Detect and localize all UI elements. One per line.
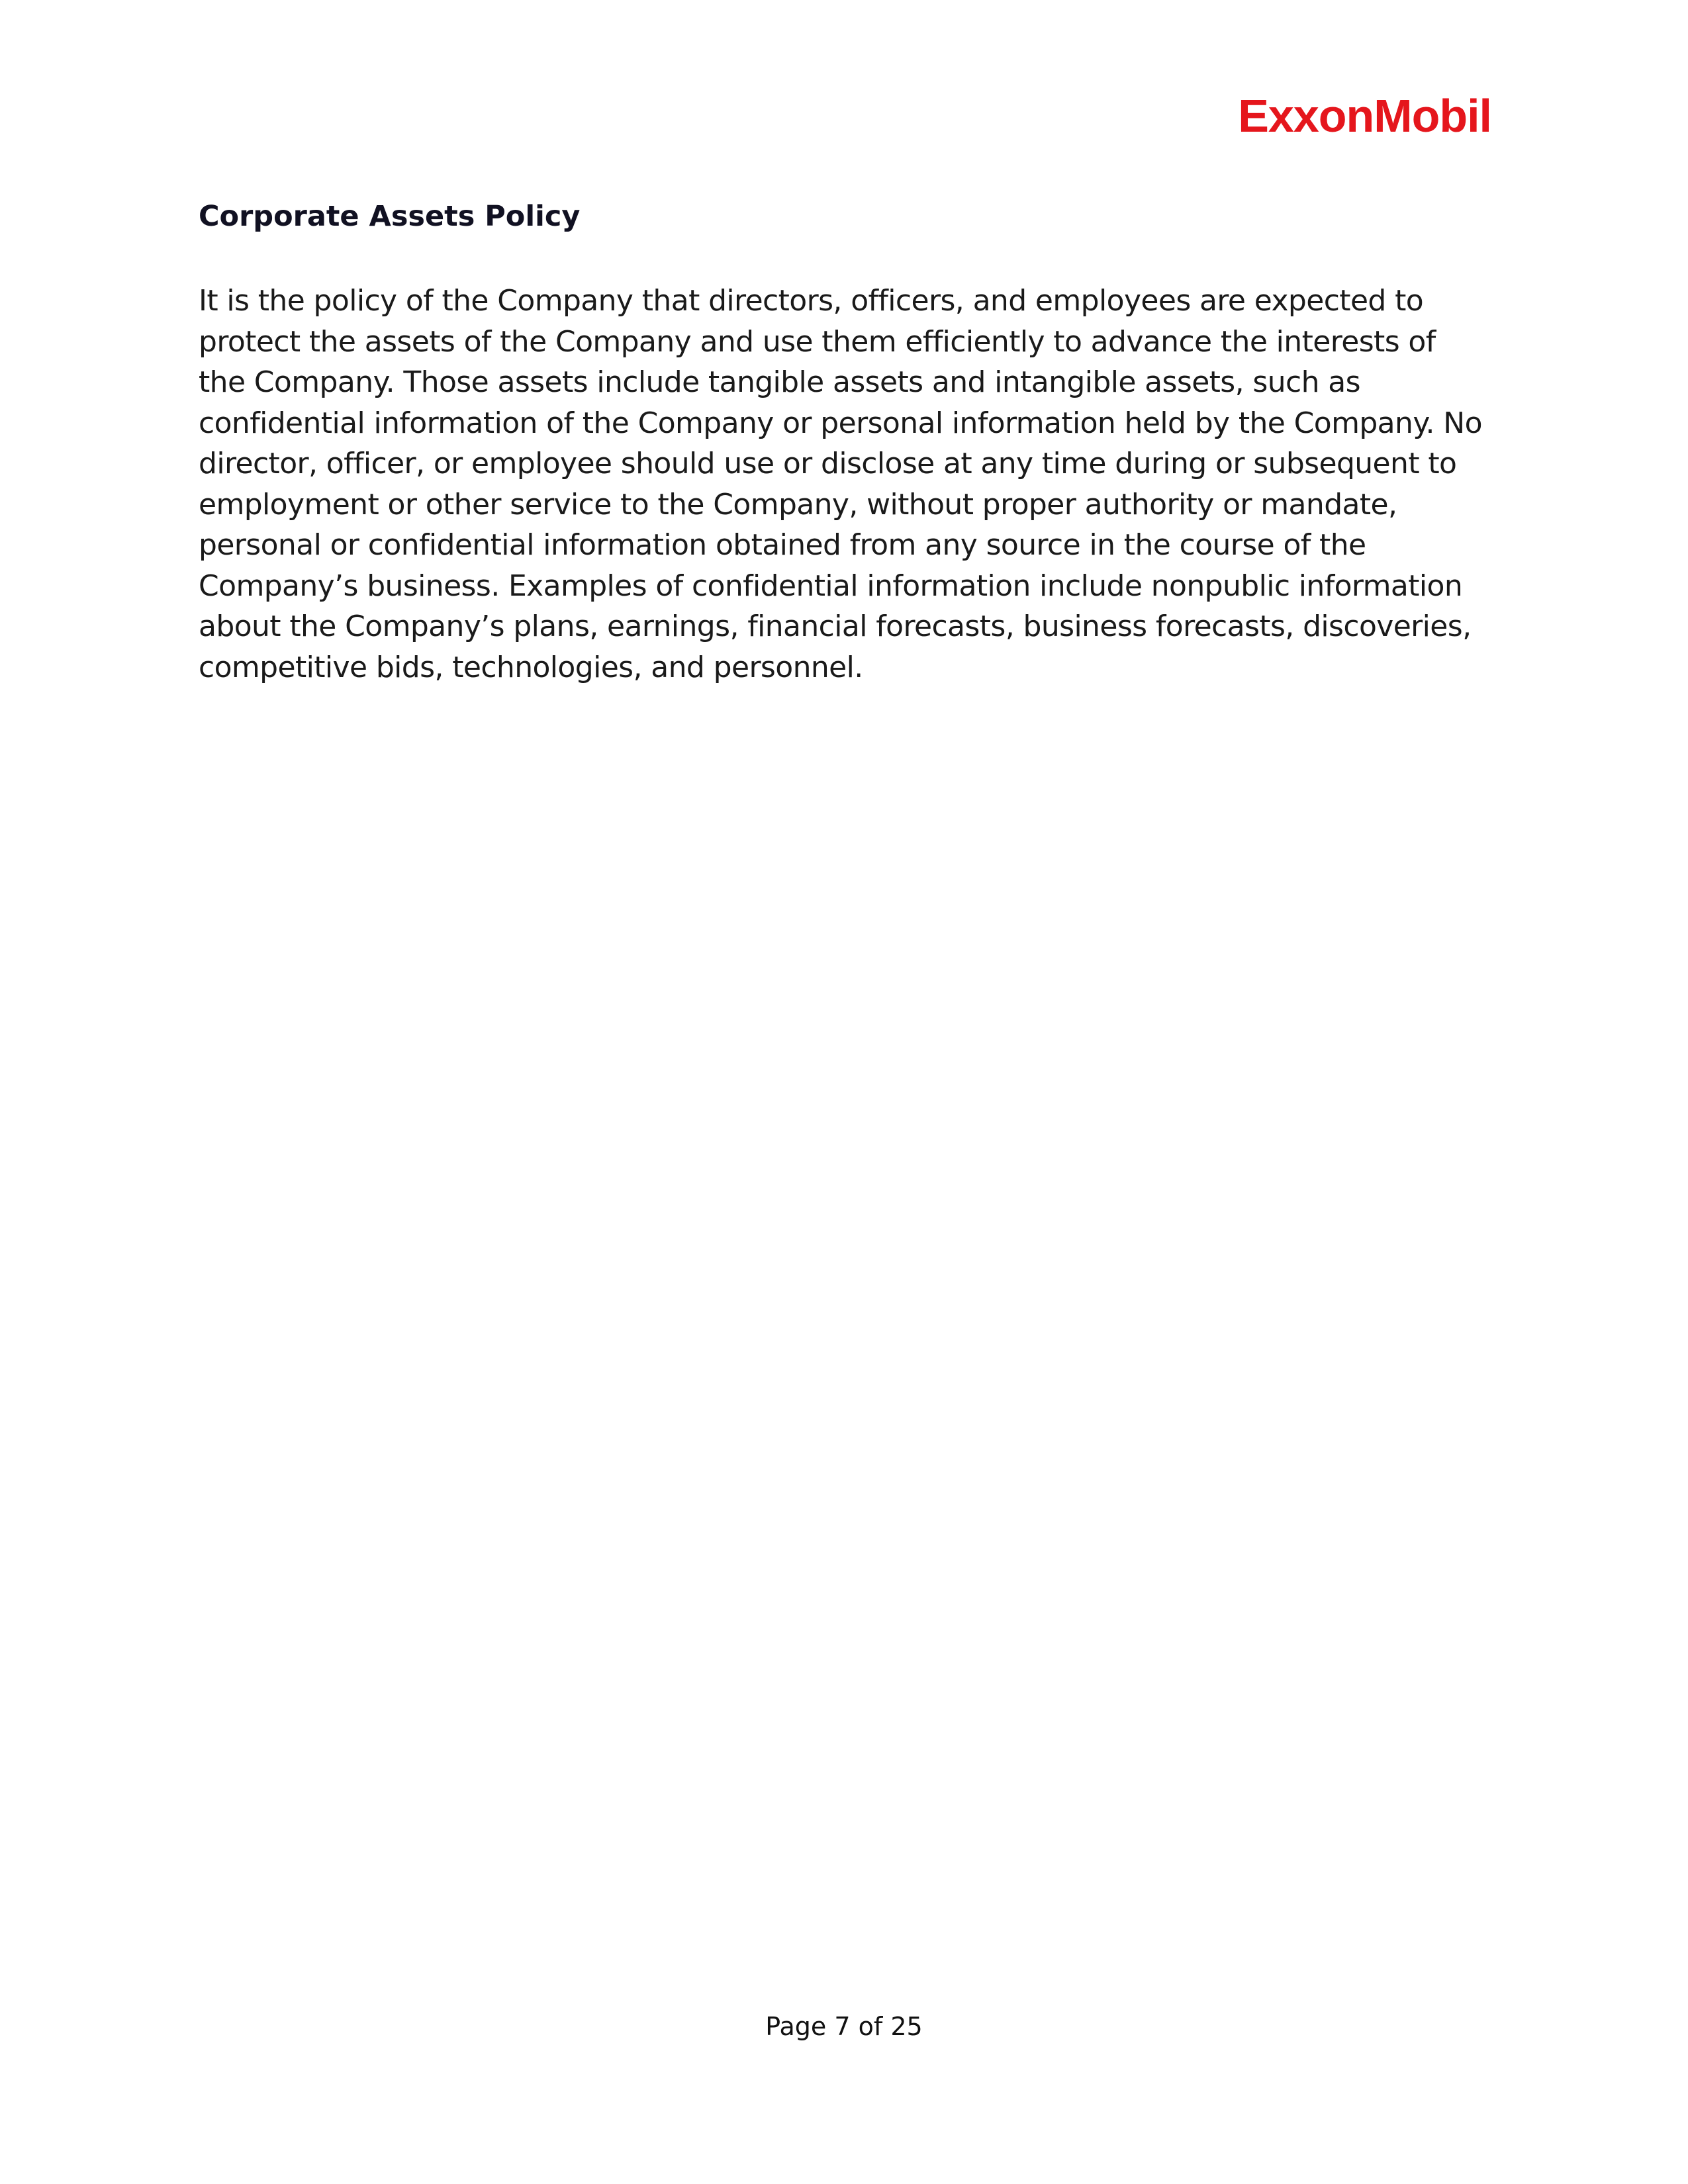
- page-title: Corporate Assets Policy: [199, 200, 581, 233]
- policy-paragraph: It is the policy of the Company that directors, officers, and employees are expected to protect the assets of the Company and use them efficiently to advance the interests of the Company. Those assets include tangible assets and intangible assets, such as confidential information of the Company or personal information held by the Company. No director, officer, or employee should use or disclose at any time during or subsequent to employment or other service to the Company, without proper authority or mandate, personal or confidential information obtained from any source in the course of the Company’s business. Examples of confidential information include nonpublic information about the Company’s plans, earnings, financial forecasts, business forecasts, discoveries, competitive bids, technologies, and personnel.: [199, 284, 1482, 684]
- exxonmobil-logo: ExxonMobil: [1238, 90, 1491, 142]
- page-number: Page 7 of 25: [765, 2012, 923, 2041]
